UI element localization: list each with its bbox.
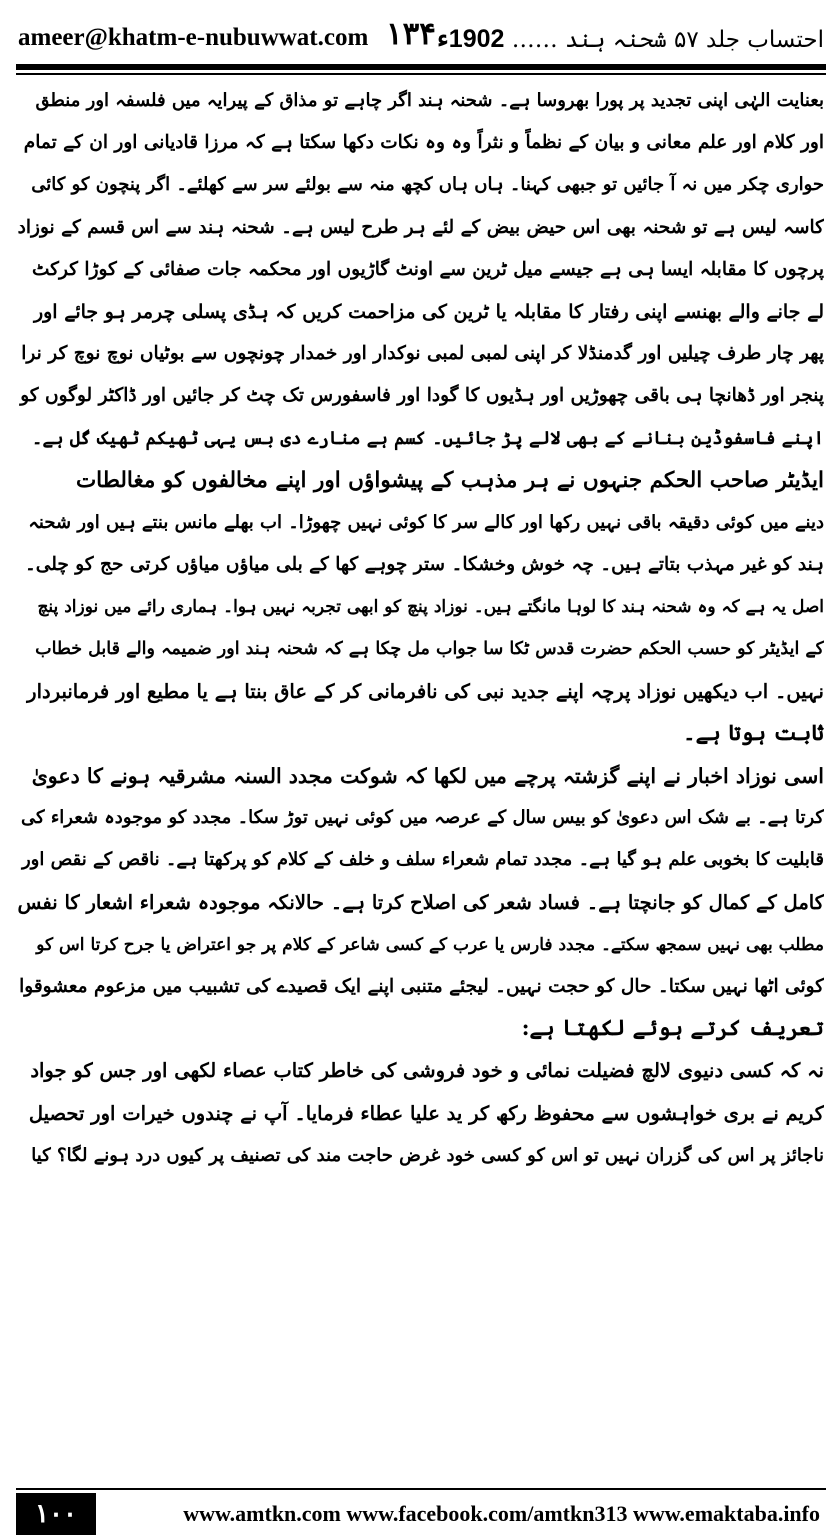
text-line: نہ کہ کسی دنیوی لالچ فضیلت نمائی و خود فروشی کی خاطر کتاب عصاء لکھی اور جس کو جواد bbox=[30, 1059, 824, 1083]
text-line: ہند کو غیر مہذب بتاتے ہیں۔ چہ خوش وخشکا۔ ستر چوہے کھا کے بلی میاؤں میاؤں کرتی حج کو چلی۔ bbox=[24, 554, 824, 576]
footer-urls: www.amtkn.com www.facebook.com/amtkn313 www.emaktaba.info bbox=[183, 1501, 820, 1526]
text-line: دینے میں کوئی دقیقہ باقی نہیں رکھا اور کالے سر کا کوئی نہیں چھوڑا۔ اب بھلے مانس بنتے ہیں اور شحنہ bbox=[28, 511, 824, 533]
page-header bbox=[0, 0, 840, 66]
text-line: قابلیت کا بخوبی علم ہو گیا ہے۔ مجدد تمام شعراء سلف و خلف کے کلام کو پرکھتا ہے۔ ناقص کے نقص اور bbox=[21, 849, 824, 871]
header-email: ameer@khatm-e-nubuwwat.com bbox=[18, 24, 369, 51]
text-line: اور کلام اور علم معانی و بیان کے نظماً و نثراً وہ وہ نکات دکھا سکتا ہے کہ مرزا قادیانی اور ان کے تمام bbox=[23, 132, 824, 154]
text-line: ثابت ہوتا ہے۔ bbox=[683, 720, 824, 746]
text-line: لے جانے والے بھنسے اپنی رفتار کا مقابلہ یا ٹرین کی مزاحمت کریں کہ ہڈی پسلی چرمر ہو جائے اور bbox=[33, 300, 824, 323]
text-line: کامل کے کمال کو جانچتا ہے۔ فساد شعر کی اصلاح کرتا ہے۔ حالانکہ موجودہ شعراء اشعار کا نفس bbox=[18, 890, 824, 914]
text-line: پھر چار طرف چیلیں اور گدمنڈلا کر اپنی لمبی لمبی نوکدار اور خمدار چونچوں سے بوٹیاں نوچ نوچ کر نرا bbox=[21, 343, 824, 365]
footer-rule bbox=[16, 1488, 826, 1490]
header-rule-thin bbox=[16, 73, 826, 75]
text-line: اصل یہ ہے کہ وہ شحنہ ہند کا لوہا مانگتے ہیں۔ نوزاد پنچ کو ابھی تجربہ نہیں ہوا۔ ہماری رائے میں نوزاد پنچ bbox=[37, 597, 824, 618]
text-line: ایڈیٹر صاحب الحکم جنہوں نے ہر مذہب کے پیشواؤں اور اپنے مخالفوں کو مغالطات bbox=[75, 467, 824, 493]
header-title: احتساب جلد ۵۷ شحنہ ہند …… bbox=[511, 27, 824, 53]
header-rule-thick bbox=[16, 64, 826, 70]
text-line: مطلب بھی نہیں سمجھ سکتے۔ مجدد فارس یا عرب کے کسی شاعر کے کلام پر جو اعتراض یا جرح کرتا اس کو bbox=[36, 934, 824, 955]
header-title-group bbox=[437, 24, 824, 54]
text-line: کرتا ہے۔ بے شک اس دعویٰ کو بیس سال کے عرصہ میں کوئی نہیں توڑ سکا۔ مجدد کو موجودہ شعراء کی bbox=[20, 807, 824, 829]
text-line: کریم نے بری خواہشوں سے محفوظ رکھ کر ید علیا عطاء فرمایا۔ آپ نے چندوں خیرات اور تحصیل bbox=[28, 1101, 824, 1125]
text-line: کاسہ لیس ہے تو شحنہ بھی اس حیض بیض کے لئے ہر طرح لیس ہے۔ شحنہ ہند سے اس قسم کے نوزاد bbox=[18, 216, 824, 238]
header-page-number: ۱۳۴ bbox=[386, 16, 436, 52]
text-line: اپنے فاسفوڈین بنانے کے بھی لالے پڑ جائیں۔ کسم ہے منارے دی بس یہی ٹھیکم ٹھیک گل ہے۔ bbox=[31, 427, 824, 449]
text-line: اسی نوزاد اخبار نے اپنے گزشتہ پرچے میں لکھا کہ شوکت مجدد السنہ مشرقیہ ہونے کا دعویٰ bbox=[31, 764, 824, 788]
footer-page-number: ۱۰۰ bbox=[16, 1493, 96, 1535]
text-line: پنجر اور ڈھانچا ہی باقی چھوڑیں اور ہڈیوں کا گودا اور فاسفورس تک چٹ کر جائیں اور ڈاکٹر لوگوں کو bbox=[20, 385, 824, 407]
text-line: کے ایڈیٹر کو حسب الحکم حضرت قدس ٹکا سا جواب مل چکا ہے کہ شحنہ ہند اور ضمیمہ والے قابل خطاب bbox=[35, 639, 824, 660]
body-text bbox=[18, 80, 824, 1480]
text-line: حواری چکر میں نہ آ جائیں تو جبھی کہنا۔ ہاں ہاں کچھ منہ سے بولئے سر سے کھلئے۔ اگر پنچون کو کائی bbox=[31, 174, 824, 196]
header-year: 1902ء bbox=[437, 25, 505, 53]
text-line: نہیں۔ اب دیکھیں نوزاد پرچہ اپنے جدید نبی کی نافرمانی کر کے عاق بنتا ہے یا مطیع اور فرمانبردار bbox=[27, 679, 824, 703]
text-line: تعریف کرتے ہوئے لکھتا ہے: bbox=[521, 1016, 824, 1042]
text-line: کوئی اٹھا نہیں سکتا۔ حال کو حجت نہیں۔ لیجئے متنبی اپنے ایک قصیدے کی تشبیب میں مزعوم معشوقوا bbox=[19, 975, 824, 997]
text-line: بعنایت الہٰی اپنی تجدید پر پورا بھروسا ہے۔ شحنہ ہند اگر چاہے تو مذاق کے پیرایہ میں فلسفہ اور منطق bbox=[35, 90, 824, 111]
text-line: ناجائز پر اس کی گزران نہیں تو اس کو کسی خود غرض حاجت مند کی تصنیف پر کیوں درد ہونے لگا؟ کیا bbox=[31, 1144, 824, 1166]
text-line: پرچوں کا مقابلہ ایسا ہی ہے جیسے میل ٹرین سے اونٹ گاڑیوں اور محکمہ جات صفائی کے کوڑا کرکٹ bbox=[32, 258, 824, 280]
